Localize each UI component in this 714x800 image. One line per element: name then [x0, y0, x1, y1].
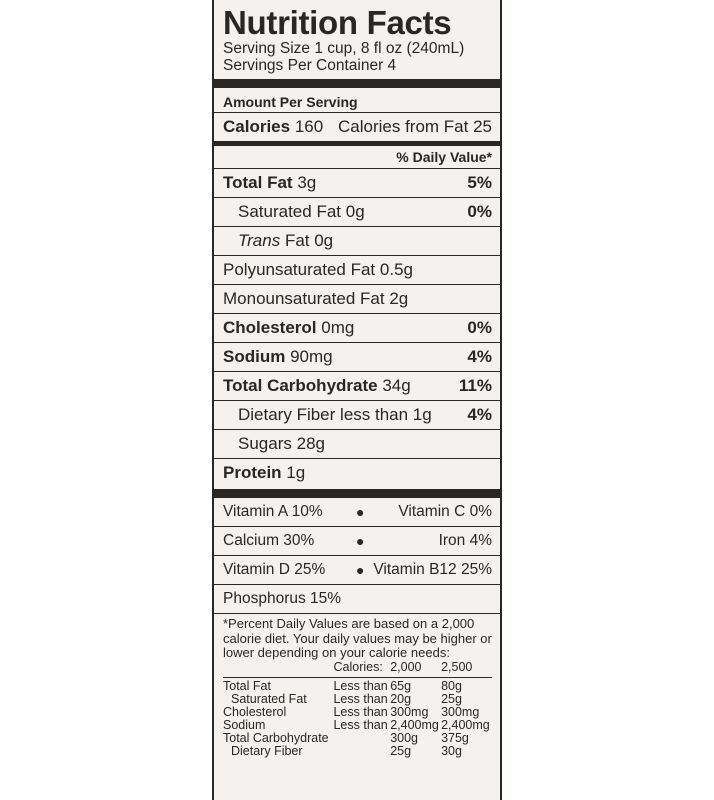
nutrient-name	[238, 202, 365, 222]
reference-cell	[223, 661, 333, 674]
vitamin-left: Calcium 30%	[223, 532, 315, 549]
reference-cell: Cholesterol	[223, 704, 287, 719]
reference-cell: Less than	[333, 704, 388, 719]
nutrient-amount: 90mg	[290, 347, 333, 366]
nutrient-amount: 0.5g	[379, 260, 413, 279]
reference-cell: 80g	[441, 678, 462, 693]
reference-row	[223, 719, 492, 732]
nutrient-name	[223, 260, 413, 280]
reference-cell: 20g	[390, 691, 412, 706]
nutrient-row-trans-fat	[223, 227, 492, 255]
reference-row	[223, 680, 492, 693]
reference-cell: 2,400mg	[390, 717, 439, 732]
servings-per-container: Servings Per Container 4	[223, 57, 397, 74]
calories-group	[223, 117, 323, 137]
nutrient-row-protein	[223, 459, 492, 487]
nutrient-label: Dietary Fiber	[238, 405, 336, 424]
thick-divider	[214, 489, 500, 498]
nutrient-amount: Fat 0g	[284, 231, 334, 250]
reference-cell: Calories:	[333, 659, 383, 674]
nutrient-amount: less than 1g	[340, 405, 432, 424]
reference-table	[223, 661, 492, 758]
nutrient-name	[238, 434, 325, 454]
nutrient-row-monounsaturated-fat	[223, 285, 492, 313]
serving-size: Serving Size 1 cup, 8 fl oz (240mL)	[223, 40, 465, 57]
nutrient-dv: 0%	[467, 202, 492, 221]
reference-row	[223, 693, 492, 706]
bullet-icon: ●	[356, 533, 365, 549]
nutrient-row-polyunsaturated-fat	[223, 256, 492, 284]
nutrient-row-sugars	[223, 430, 492, 458]
reference-row	[223, 706, 492, 719]
nutrient-name	[223, 376, 411, 396]
nutrient-amount: 0mg	[321, 318, 355, 337]
nutrient-row-cholesterol	[223, 314, 492, 342]
nutrient-dv: 11%	[458, 376, 492, 395]
nutrient-row-dietary-fiber	[223, 401, 492, 429]
vitamin-right: Iron 4%	[438, 532, 492, 549]
vitamin-row	[223, 498, 492, 526]
reference-cell	[333, 732, 390, 745]
nutrient-label: Sodium	[223, 347, 286, 366]
vitamin-row	[223, 585, 492, 613]
calories-row	[223, 113, 492, 141]
nutrient-label: Monounsaturated Fat	[223, 289, 385, 308]
reference-cell: 375g	[441, 730, 469, 745]
nutrient-row-saturated-fat	[223, 198, 492, 226]
nutrient-name	[223, 347, 333, 367]
nutrient-label: Cholesterol	[223, 318, 317, 337]
reference-cell: 2,400mg	[441, 717, 490, 732]
reference-cell: 25g	[441, 691, 462, 706]
vitamin-right: Vitamin B12 25%	[373, 561, 492, 578]
nutrient-row-total-fat	[223, 169, 492, 197]
reference-cell: 2,000	[390, 659, 422, 674]
calories-value: 160	[294, 117, 324, 136]
nutrient-label: Polyunsaturated Fat	[223, 260, 376, 279]
nutrient-name	[223, 318, 354, 338]
nutrient-row-sodium	[223, 343, 492, 371]
vitamin-left: Vitamin D 25%	[223, 561, 326, 578]
nutrient-label: Saturated Fat	[238, 202, 342, 221]
nutrient-dv: 0%	[467, 318, 492, 337]
reference-cell: 65g	[390, 678, 412, 693]
nutrient-label: Total Fat	[223, 173, 293, 192]
nutrient-dv: 5%	[467, 173, 492, 192]
nutrient-name	[238, 405, 432, 425]
bullet-icon: ●	[356, 562, 365, 578]
nutrient-amount: 2g	[389, 289, 409, 308]
calories-from-fat: Calories from Fat 25	[338, 117, 492, 136]
nutrient-amount: 1g	[286, 463, 306, 482]
vitamin-row	[223, 556, 492, 584]
nutrient-dv: 4%	[467, 347, 492, 366]
reference-cell: Total Fat	[223, 678, 271, 693]
nutrient-label: Protein	[223, 463, 282, 482]
reference-row	[223, 745, 492, 758]
nutrition-facts-label	[212, 0, 502, 800]
nutrient-name	[223, 289, 408, 309]
reference-cell: 2,500	[441, 659, 473, 674]
reference-cell: Dietary Fiber	[231, 743, 303, 758]
reference-cell: 30g	[441, 743, 462, 758]
nutrient-label: Total Carbohydrate	[223, 376, 378, 395]
divider	[214, 613, 500, 614]
reference-cell: Less than	[333, 678, 388, 693]
nutrient-amount: 28g	[296, 434, 325, 453]
reference-cell: Total Carbohydrate	[223, 730, 329, 745]
nutrient-name	[223, 463, 305, 483]
vitamin-left: Phosphorus 15%	[223, 590, 342, 607]
vitamin-left: Vitamin A 10%	[223, 503, 323, 520]
nutrient-name	[238, 231, 333, 251]
reference-cell: 300mg	[390, 704, 429, 719]
reference-cell: Sodium	[223, 717, 266, 732]
nutrient-row-total-carbohydrate	[223, 372, 492, 400]
nutrient-amount: 34g	[382, 376, 411, 395]
nutrient-amount: 0g	[345, 202, 365, 221]
nutrient-name	[223, 173, 316, 193]
vitamin-right: Vitamin C 0%	[398, 503, 492, 520]
daily-value-header: % Daily Value*	[396, 149, 492, 165]
nutrient-dv: 4%	[467, 405, 492, 424]
reference-cell	[333, 745, 390, 758]
nutrient-label: Sugars	[238, 434, 292, 453]
amount-per-serving: Amount Per Serving	[223, 94, 358, 110]
reference-row	[223, 732, 492, 745]
reference-cell: 300g	[390, 730, 418, 745]
reference-header-row	[223, 661, 492, 674]
nutrient-amount: 3g	[297, 173, 317, 192]
reference-cell: Saturated Fat	[231, 691, 307, 706]
reference-cell: Less than	[333, 717, 388, 732]
reference-cell: 300mg	[441, 704, 480, 719]
divider	[223, 677, 492, 678]
label-title: Nutrition Facts	[223, 4, 452, 41]
footnote: *Percent Daily Values are based on a 2,000 calorie diet. Your daily values may be higher or lower depending on your calorie needs:	[223, 616, 492, 660]
calories-label: Calories	[223, 117, 291, 136]
vitamin-row	[223, 527, 492, 555]
reference-cell: Less than	[333, 691, 388, 706]
nutrient-label: Trans	[238, 231, 281, 250]
thick-divider	[214, 79, 500, 88]
bullet-icon: ●	[356, 504, 365, 520]
reference-cell: 25g	[390, 743, 412, 758]
